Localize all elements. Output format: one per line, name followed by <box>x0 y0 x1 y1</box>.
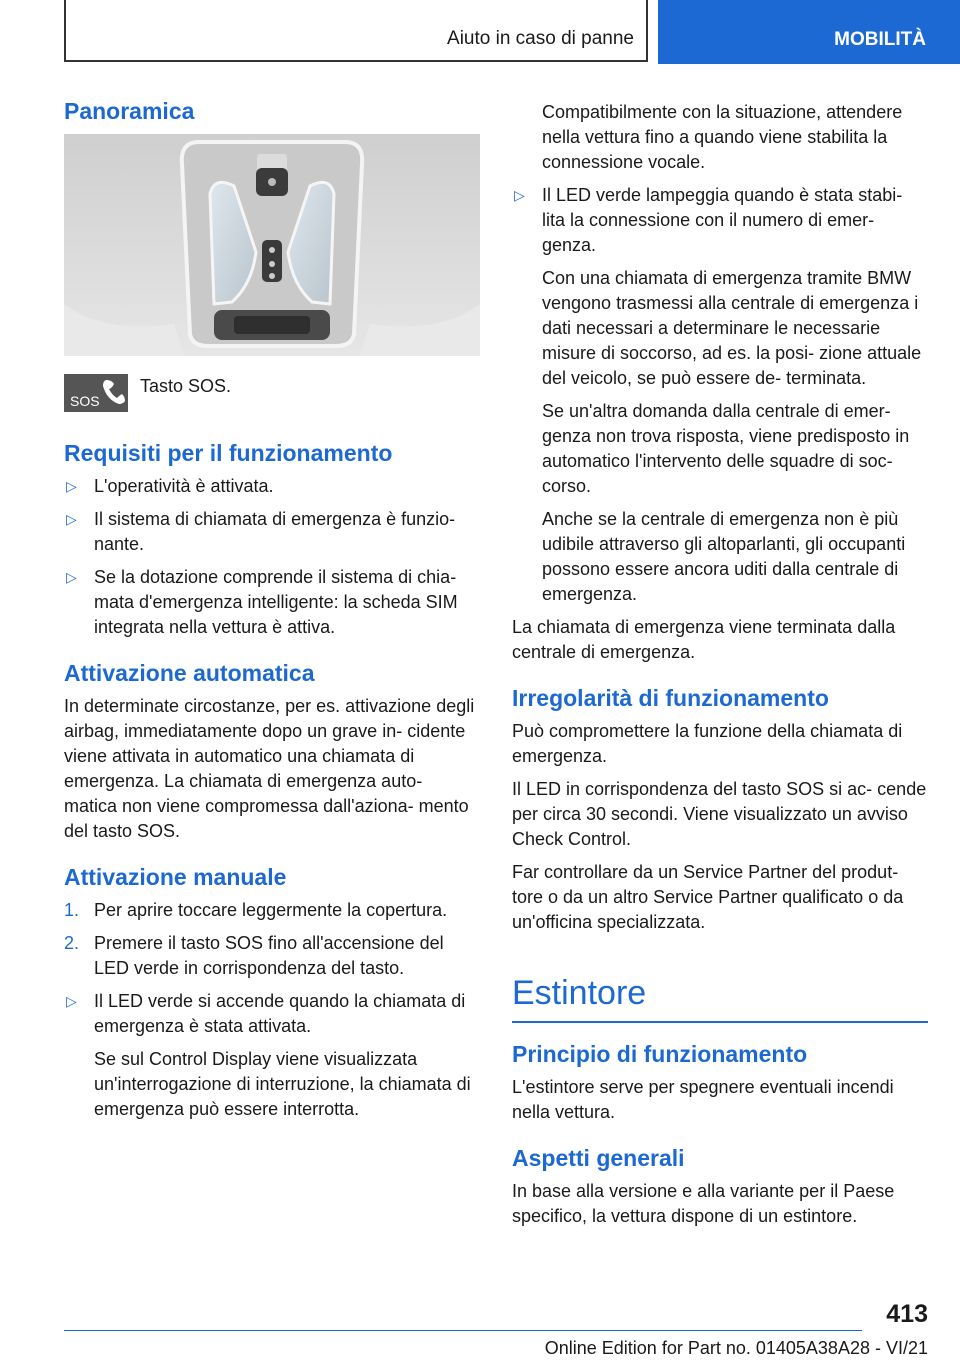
sos-button-icon <box>64 374 128 412</box>
heading-attivazione-automatica: Attivazione automatica <box>64 660 315 686</box>
heading-irregolarita: Irregolarità di funzionamento <box>512 685 829 711</box>
step-item: 2. Premere il tasto SOS fino all'accensione del LED verde in corrispondenza del tasto. <box>64 933 444 978</box>
section-divider <box>512 1021 928 1023</box>
end-text: La chiamata di emergenza viene terminata dalla centrale di emergenza. <box>512 617 896 662</box>
irregolarita-p2: Il LED in corrispondenza del tasto SOS si ac- cende per circa 30 secondi. Viene visualizzato un avviso Check Control. <box>512 779 927 849</box>
page-header <box>0 0 960 66</box>
sub-paragraph: Se un'altra domanda dalla centrale di emer- genza non trova risposta, viene predisposto in automatico l'intervento delle squadre di soc- corso. <box>542 401 910 496</box>
list-item: ▷ Il sistema di chiamata di emergenza è funzio- nante. <box>66 509 456 554</box>
triangle-bullet-icon: ▷ <box>514 187 525 203</box>
principio-text: L'estintore serve per spegnere eventuali incendi nella vettura. <box>512 1077 894 1122</box>
heading-panoramica: Panoramica <box>64 98 195 124</box>
triangle-bullet-icon: ▷ <box>66 478 77 494</box>
triangle-bullet-icon: ▷ <box>66 993 77 1009</box>
triangle-bullet-icon: ▷ <box>66 569 77 585</box>
heading-estintore: Estintore <box>512 974 647 1012</box>
list-item: ▷ Il LED verde si accende quando la chiamata di emergenza è stata attivata. <box>66 991 466 1036</box>
section-title: Aiuto in caso di panne <box>447 28 634 49</box>
page-number: 413 <box>886 1300 928 1328</box>
left-column <box>64 96 480 1130</box>
sub-paragraph: Se sul Control Display viene visualizzata un'interrogazione di interruzione, la chiamata di emergenza può essere interrotta. <box>94 1049 471 1119</box>
sub-paragraph: Con una chiamata di emergenza tramite BMW vengono trasmessi alla centrale di emergenza i dati necessari a determinare le necessarie misure di soccorso, ad es. la posi- zione attuale del veicolo, se può essere de- terminata. <box>542 268 922 388</box>
triangle-bullet-icon: ▷ <box>66 511 77 527</box>
list-item: ▷ Il LED verde lampeggia quando è stata stabi- lita la connessione con il numero di emer- genza. <box>514 185 903 255</box>
footer-rule <box>64 1330 862 1331</box>
heading-requisiti: Requisiti per il funzionamento <box>64 440 393 466</box>
aspetti-text: In base alla versione e alla variante per il Paese specifico, la vettura dispone di un estintore. <box>512 1181 895 1226</box>
step-number: 1. <box>64 900 80 920</box>
sos-icon-text: SOS <box>70 393 100 409</box>
right-column <box>512 100 928 1237</box>
heading-principio: Principio di funzionamento <box>512 1041 808 1067</box>
edition-text: Online Edition for Part no. 01405A38A28 - VI/21 <box>544 1338 928 1358</box>
sub-paragraph: Compatibilmente con la situazione, attendere nella vettura fino a quando viene stabilita la connessione vocale. <box>542 102 903 172</box>
step-number: 2. <box>64 933 80 953</box>
chapter-tab[interactable]: MOBILITÀ <box>658 0 960 64</box>
automatica-text: In determinate circostanze, per es. attivazione degli airbag, immediatamente dopo un grave in- cidente viene attivata in automatico una chiamata di emergenza. La chiamata di emergenza auto- matica non viene compromessa dall'aziona- mento del tasto SOS. <box>64 696 475 841</box>
list-item: ▷ L'operatività è attivata. <box>64 474 480 499</box>
heading-attivazione-manuale: Attivazione manuale <box>64 864 287 890</box>
sos-button-label: Tasto SOS. <box>140 376 232 396</box>
sos-legend <box>64 374 480 412</box>
step-item: 1. Per aprire toccare leggermente la copertura. <box>64 898 480 923</box>
irregolarita-p3: Far controllare da un Service Partner del produt- tore o da un altro Service Partner qualificato o da un'officina specializzata. <box>512 862 904 932</box>
sub-paragraph: Anche se la centrale di emergenza non è più udibile attraverso gli altoparlanti, gli occupanti possono essere ancora uditi dalla centrale di emergenza. <box>542 509 906 604</box>
irregolarita-p1: Può compromettere la funzione della chiamata di emergenza. <box>512 721 903 766</box>
overhead-console-photo <box>64 134 480 356</box>
list-item: ▷ Se la dotazione comprende il sistema di chia- mata d'emergenza intelligente: la scheda SIM integrata nella vettura è attiva. <box>66 567 458 637</box>
heading-aspetti: Aspetti generali <box>512 1145 685 1171</box>
